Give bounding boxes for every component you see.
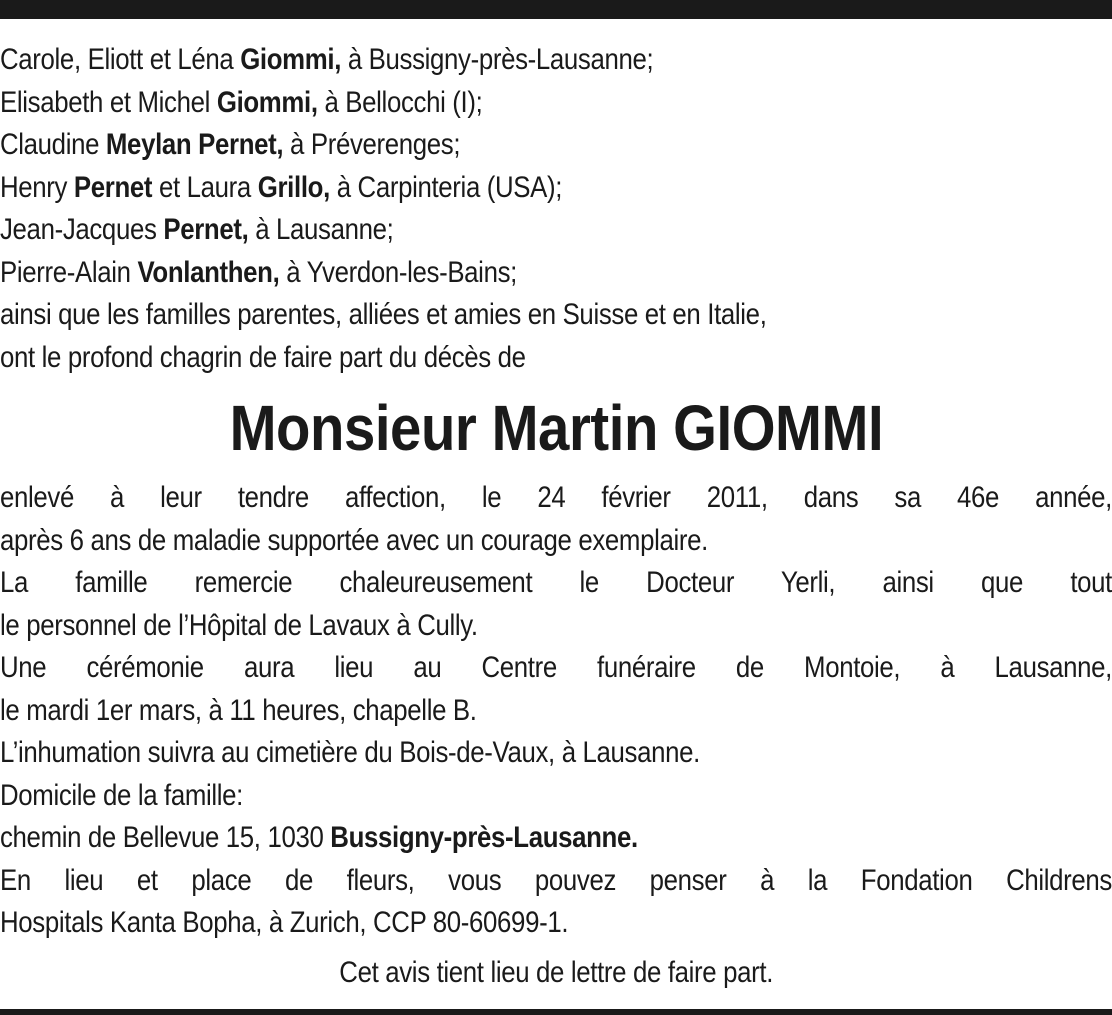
family-first-names: Elisabeth et Michel <box>0 85 217 119</box>
family-first-names: Carole, Eliott et Léna <box>0 43 241 76</box>
body-line: En lieu et place de fleurs, vous pouvez penser à la Fondation Childrens <box>0 863 1112 897</box>
families-extra: ainsi que les familles parentes, alliées et amies en Suisse et en Italie, <box>0 298 767 331</box>
family-first-names: Claudine <box>0 128 106 161</box>
deceased-name-text: Monsieur Martin GIOMMI <box>229 392 883 464</box>
family-line <box>0 82 1112 125</box>
family-line <box>0 124 1112 167</box>
closing-note-text: Cet avis tient lieu de lettre de faire part. <box>339 956 773 989</box>
family-surname: Giommi, <box>240 43 342 76</box>
body-line: enlevé à leur tendre affection, le 24 février 2011, dans sa 46e année, <box>0 481 1112 514</box>
family-location: à Préverenges; <box>283 128 461 161</box>
bottom-rule <box>0 1009 1112 1015</box>
family-location: à Bellocchi (I); <box>317 85 483 119</box>
body-line: Une cérémonie aura lieu au Centre funéraire de Montoie, à Lausanne, <box>0 651 1112 684</box>
body-line: La famille remercie chaleureusement le Docteur Yerli, ainsi que tout <box>0 566 1112 599</box>
body-line: Domicile de la famille: <box>0 778 244 812</box>
deceased-name <box>0 390 1112 466</box>
family-line <box>0 39 1112 82</box>
family-location: à Carpinteria (USA); <box>329 170 563 204</box>
notice-body <box>0 477 1112 945</box>
body-line: L’inhumation suivra au cimetière du Bois-de-Vaux, à Lausanne. <box>0 736 700 769</box>
family-surname: Giommi, <box>216 85 318 119</box>
family-first-names: Henry <box>0 170 74 204</box>
address-street: chemin de Bellevue 15, 1030 <box>0 821 331 854</box>
family-line <box>0 252 1112 295</box>
family-connector: et Laura <box>152 170 258 204</box>
family-surname: Meylan Pernet, <box>105 128 284 161</box>
family-location: à Bussigny-près-Lausanne; <box>341 43 654 76</box>
body-line: le mardi 1er mars, à 11 heures, chapelle B. <box>0 693 477 727</box>
family-surname-2: Grillo, <box>257 170 330 204</box>
family-location: à Lausanne; <box>248 213 394 246</box>
body-line: le personnel de l’Hôpital de Lavaux à Cully. <box>0 608 478 642</box>
announcement: ont le profond chagrin de faire part du décès de <box>0 340 526 374</box>
address-town: Bussigny-près-Lausanne. <box>330 821 638 854</box>
family-address <box>0 817 1112 860</box>
body-line: Hospitals Kanta Bopha, à Zurich, CCP 80-60699-1. <box>0 906 569 939</box>
family-first-names: Jean-Jacques <box>0 213 164 246</box>
closing-note <box>0 952 1112 995</box>
family-first-names: Pierre-Alain <box>0 255 138 289</box>
family-surname: Pernet <box>73 170 153 204</box>
body-line: après 6 ans de maladie supportée avec un courage exemplaire. <box>0 523 708 557</box>
top-rule <box>0 0 1112 19</box>
family-list <box>0 39 1112 379</box>
family-surname: Pernet, <box>163 213 249 246</box>
family-location: à Yverdon-les-Bains; <box>279 255 517 289</box>
family-surname: Vonlanthen, <box>137 255 280 289</box>
family-line <box>0 167 1112 210</box>
family-line <box>0 209 1112 252</box>
